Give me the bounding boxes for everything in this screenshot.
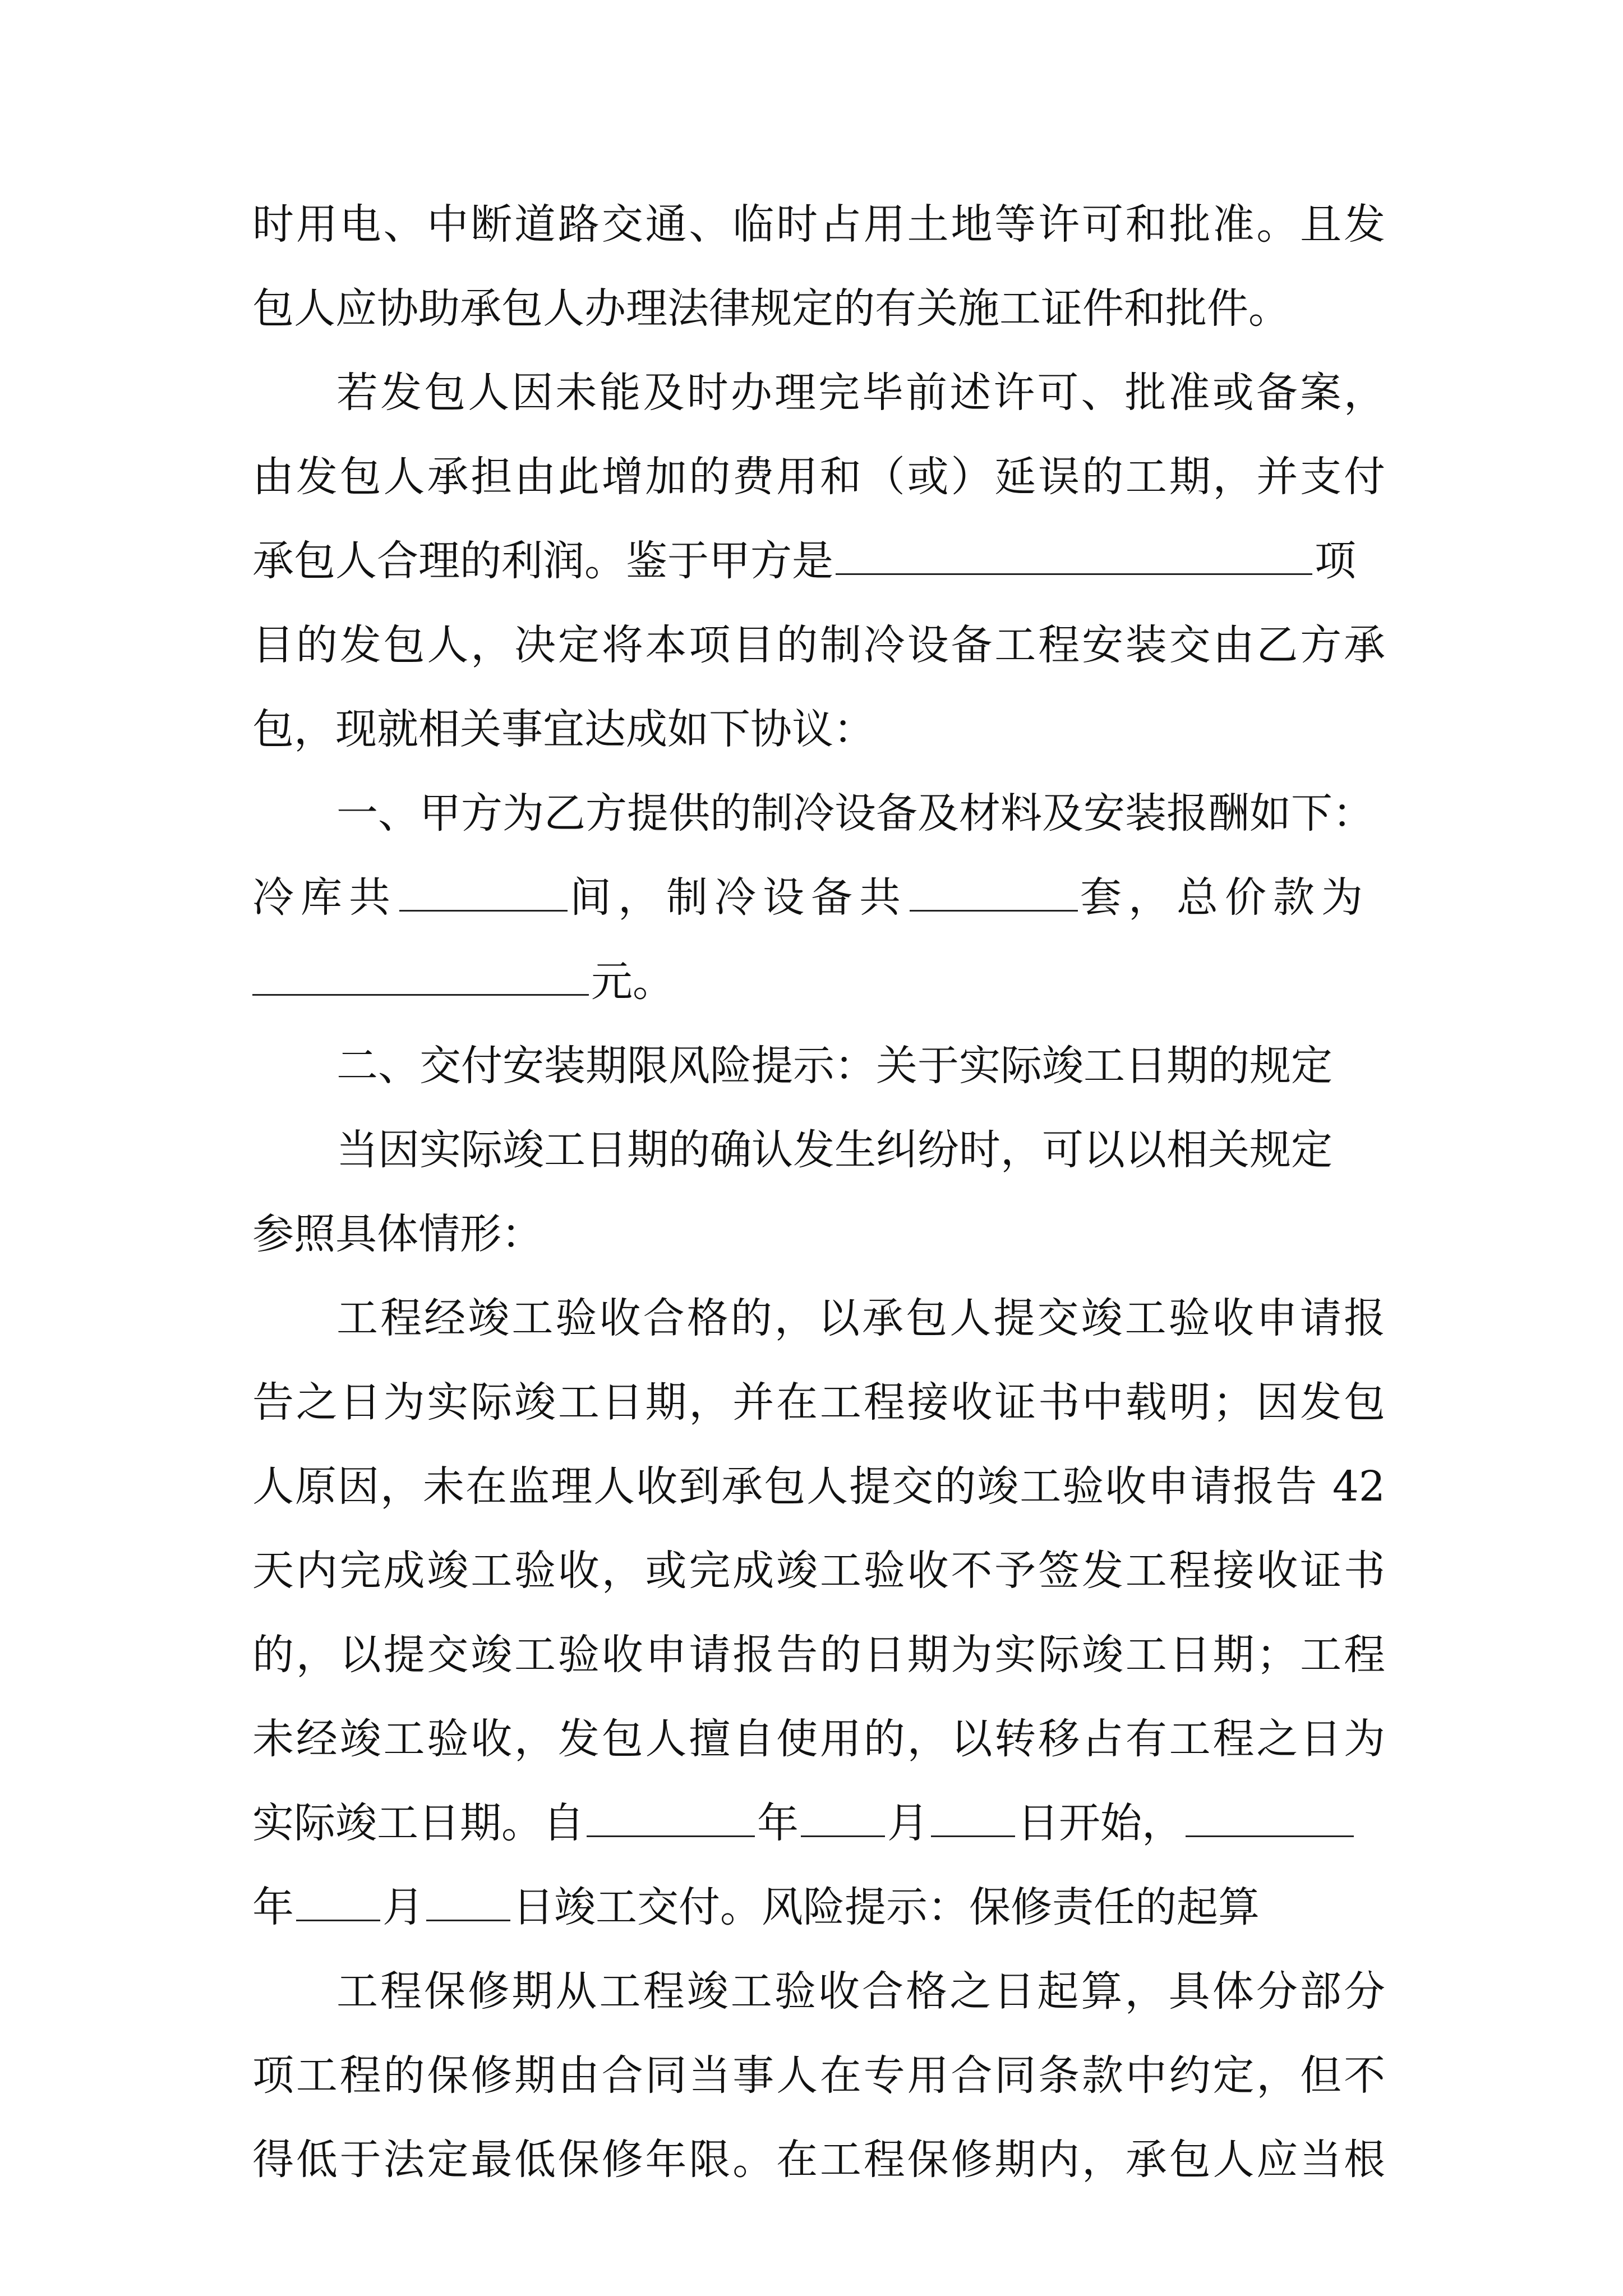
- text-line: 天内完成竣工验收，或完成竣工验收不予签发工程接收证书: [252, 1547, 1385, 1595]
- text-line: [252, 948, 1385, 1015]
- text-line: 由发包人承担由此增加的费用和（或）延误的工期，并支付: [252, 453, 1385, 501]
- text-segment: 月: [382, 1883, 424, 1931]
- text-segment: 实际竣工日期。自: [252, 1799, 584, 1847]
- text-segment: 日竣工交付。风险提示：保修责任的起算: [513, 1883, 1260, 1931]
- text-line: 得低于法定最低保修年限。在工程保修期内，承包人应当根: [252, 2136, 1385, 2184]
- text-line: [252, 527, 1385, 595]
- text-line: [252, 1874, 1385, 1941]
- text-line: 目的发包人，决定将本项目的制冷设备工程安装交由乙方承: [252, 621, 1385, 669]
- text-line: 包，现就相关事宜达成如下协议：: [252, 705, 875, 753]
- total-price-blank[interactable]: [252, 949, 589, 996]
- text-line: [252, 1789, 1385, 1857]
- end-year-blank[interactable]: [1186, 1791, 1354, 1837]
- text-segment: 元。: [591, 958, 674, 1006]
- start-month-blank[interactable]: [801, 1791, 885, 1837]
- text-line: 包人应协助承包人办理法律规定的有关施工证件和批件。: [252, 284, 1290, 333]
- text-segment: 月: [887, 1799, 929, 1847]
- text-line: 当因实际竣工日期的确认发生纠纷时，可以以相关规定: [336, 1126, 1332, 1174]
- text-line: 的，以提交竣工验收申请报告的日期为实际竣工日期；工程: [252, 1631, 1385, 1679]
- end-month-blank[interactable]: [296, 1875, 380, 1921]
- room-count-blank[interactable]: [399, 865, 568, 912]
- text-line: 告之日为实际竣工日期，并在工程接收证书中载明；因发包: [252, 1378, 1385, 1427]
- text-segment: 项: [1315, 537, 1356, 585]
- text-line: 人原因，未在监理人收到承包人提交的竣工验收申请报告 42: [252, 1462, 1385, 1511]
- text-line: 工程经竣工验收合格的，以承包人提交竣工验收申请报: [336, 1294, 1385, 1342]
- text-line: 工程保修期从工程竣工验收合格之日起算，具体分部分: [336, 1967, 1385, 2016]
- text-line: 二、交付安装期限风险提示：关于实际竣工日期的规定: [336, 1042, 1332, 1090]
- text-line: 未经竣工验收，发包人擅自使用的，以转移占有工程之日为: [252, 1715, 1385, 1763]
- start-year-blank[interactable]: [587, 1791, 755, 1837]
- text-line: 项工程的保修期由合同当事人在专用合同条款中约定，但不: [252, 2051, 1385, 2100]
- start-day-blank[interactable]: [931, 1791, 1015, 1837]
- project-name-blank[interactable]: [836, 528, 1312, 575]
- text-segment: 冷库共: [252, 873, 397, 922]
- equipment-count-blank[interactable]: [910, 865, 1078, 912]
- text-line: 时用电、中断道路交通、临时占用土地等许可和批准。且发: [252, 200, 1385, 249]
- text-line: 若发包人因未能及时办理完毕前述许可、批准或备案，: [336, 369, 1385, 417]
- text-segment: 间，制冷设备共: [570, 873, 907, 922]
- text-line: 一、甲方为乙方提供的制冷设备及材料及安装报酬如下：: [336, 789, 1374, 838]
- text-segment: 套，总价款为: [1080, 873, 1370, 922]
- text-line: [252, 864, 1385, 931]
- text-segment: 日开始，: [1017, 1799, 1183, 1847]
- end-day-blank[interactable]: [426, 1875, 510, 1921]
- text-segment: 承包人合理的利润。鉴于甲方是: [252, 537, 833, 585]
- text-segment: 年: [252, 1883, 294, 1931]
- text-segment: 年: [757, 1799, 799, 1847]
- text-line: 参照具体情形：: [252, 1210, 543, 1258]
